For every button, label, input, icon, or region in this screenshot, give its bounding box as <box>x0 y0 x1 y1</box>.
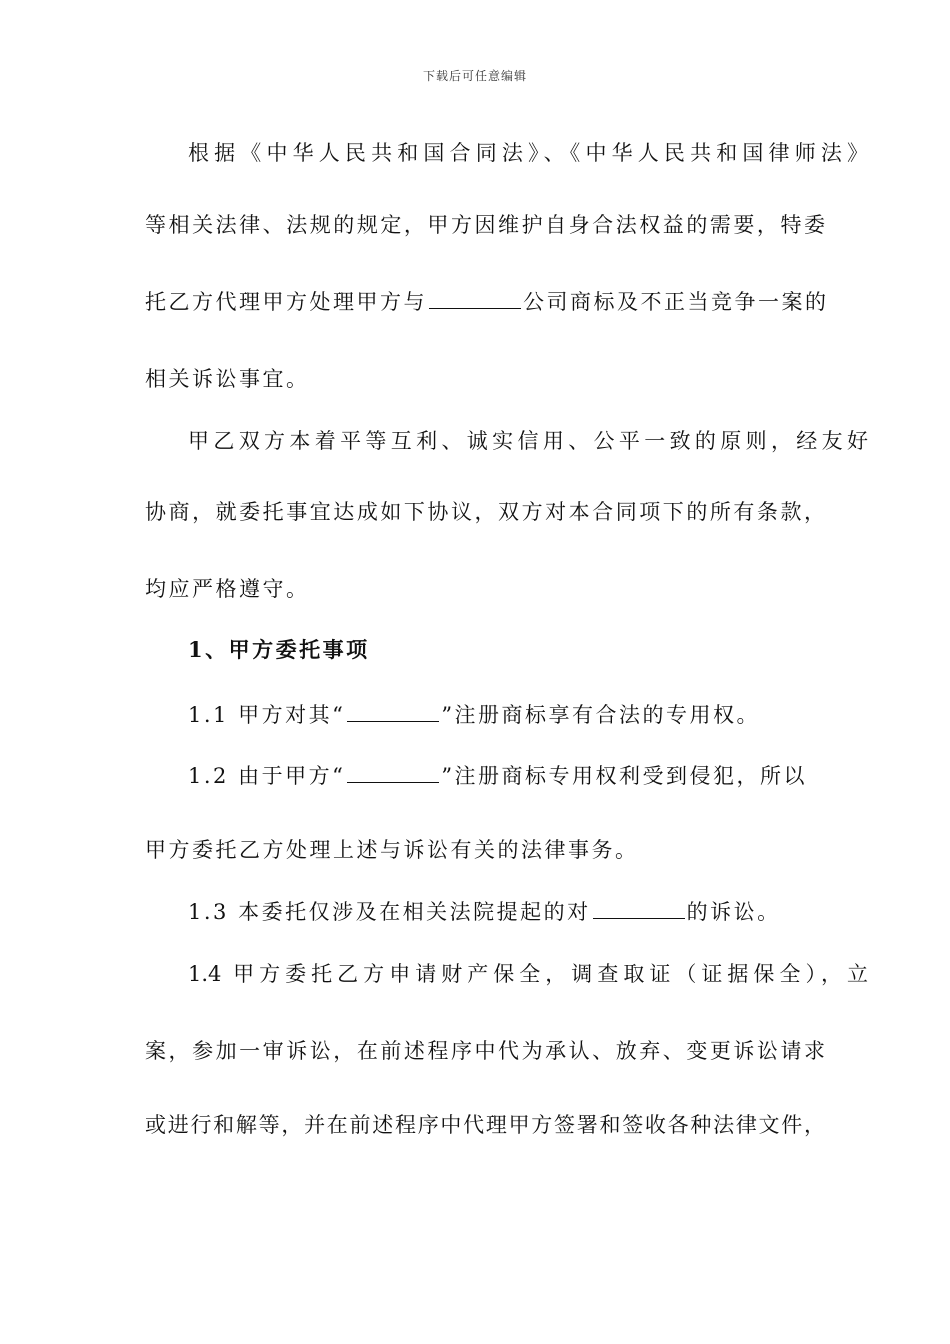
line-segment: 1.3 本委托仅涉及在相关法院提起的对 <box>188 900 591 924</box>
clause-1-4-line-3: 或进行和解等，并在前述程序中代理甲方签署和签收各种法律文件， <box>145 1113 825 1137</box>
line-segment: 托乙方代理甲方处理甲方与 <box>145 290 427 314</box>
line-segment: 公司商标及不正当竞争一案的 <box>523 290 829 314</box>
paragraph-2-line-3: 均应严格遵守。 <box>145 577 310 601</box>
line-segment: 1.2 由于甲方“ <box>188 764 346 788</box>
paragraph-1-line-4: 相关诉讼事宜。 <box>145 367 310 391</box>
fill-in-blank[interactable] <box>593 898 685 919</box>
fill-in-blank[interactable] <box>347 701 439 722</box>
line-segment: ”注册商标享有合法的专用权。 <box>441 703 761 727</box>
clause-1-4-line-2: 案，参加一审诉讼，在前述程序中代为承认、放弃、变更诉讼请求 <box>145 1039 825 1063</box>
line-segment: 的诉讼。 <box>686 900 781 924</box>
clause-1-3 <box>188 898 868 926</box>
section-heading: 1、甲方委托事项 <box>188 637 370 662</box>
line-segment: ”注册商标专用权利受到侵犯，所以 <box>441 764 808 788</box>
clause-1-4-line-1: 1.4 甲方委托乙方申请财产保全，调查取证（证据保全），立 <box>188 962 868 986</box>
paragraph-1-line-2: 等相关法律、法规的规定，甲方因维护自身合法权益的需要，特委 <box>145 213 825 237</box>
clause-1-2-line-2: 甲方委托乙方处理上述与诉讼有关的法律事务。 <box>145 838 639 862</box>
page-header: 下载后可任意编辑 <box>422 69 527 83</box>
fill-in-blank[interactable] <box>347 762 439 783</box>
line-segment: 1.1 甲方对其“ <box>188 703 346 727</box>
paragraph-1-line-3 <box>145 288 829 316</box>
fill-in-blank[interactable] <box>429 288 521 309</box>
paragraph-2-line-1: 甲乙双方本着平等互利、诚实信用、公平一致的原则，经友好 <box>188 429 868 453</box>
paragraph-1-line-1: 根据《中华人民共和国合同法》、《中华人民共和国律师法》 <box>188 141 868 165</box>
paragraph-2-line-2: 协商，就委托事宜达成如下协议，双方对本合同项下的所有条款， <box>145 500 825 524</box>
clause-1-2-line-1 <box>188 762 868 790</box>
clause-1-1 <box>188 701 868 729</box>
